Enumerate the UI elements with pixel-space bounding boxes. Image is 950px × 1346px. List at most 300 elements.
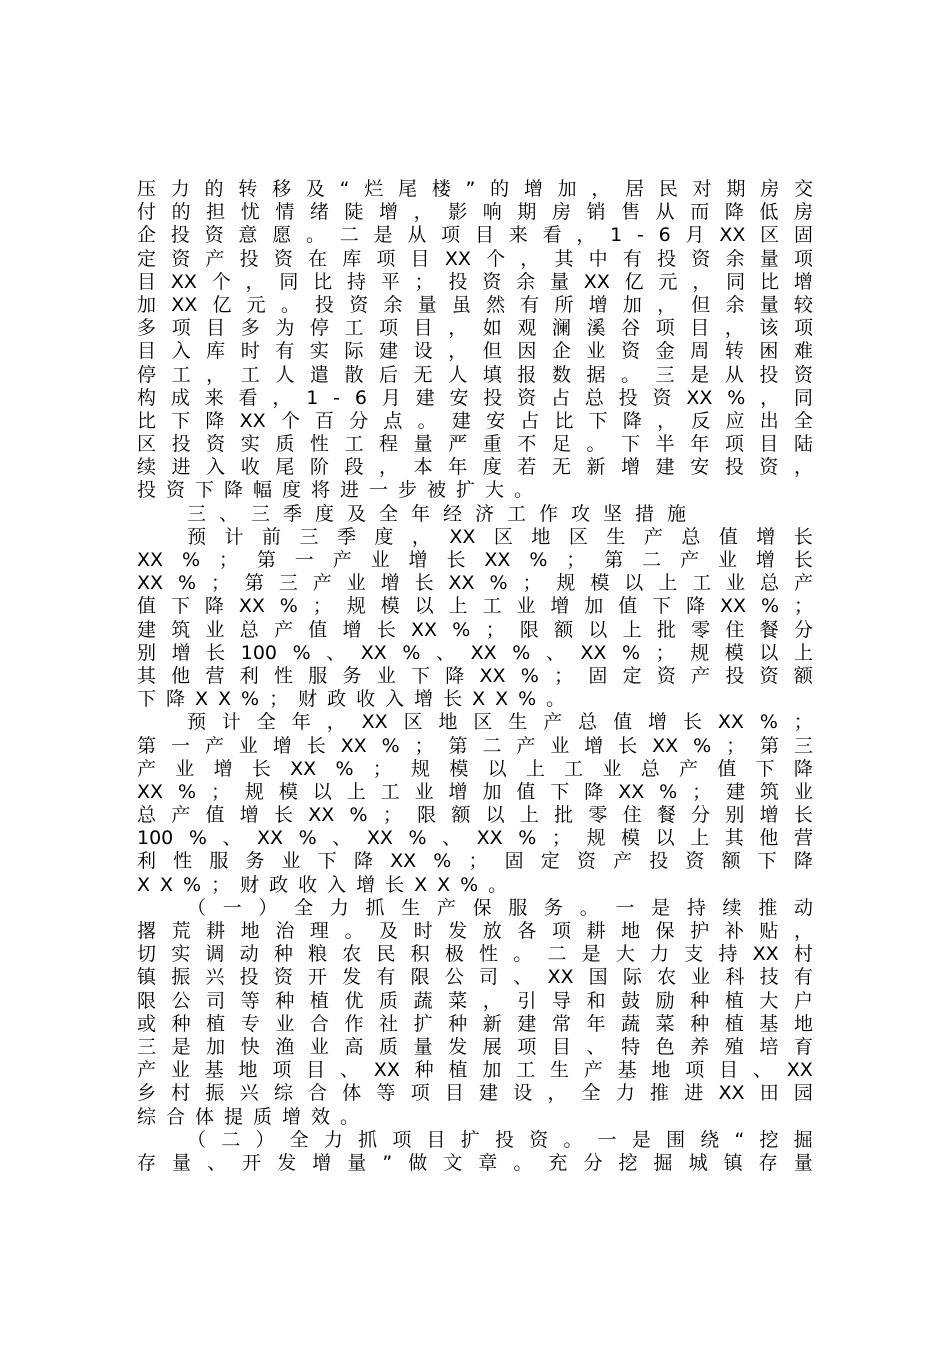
text-glyph: 第 <box>256 549 276 571</box>
text-glyph: 抓 <box>365 896 385 919</box>
text-glyph: 际 <box>622 966 642 989</box>
text-glyph: 进 <box>684 1082 704 1105</box>
text-glyph: 而 <box>690 201 710 224</box>
text-glyph: 转 <box>724 340 744 363</box>
text-glyph: 上 <box>622 618 642 641</box>
text-glyph: 振 <box>171 966 191 989</box>
text-glyph: % <box>381 734 400 757</box>
text-glyph: 以 <box>588 618 608 641</box>
text-glyph: 业 <box>309 1035 329 1058</box>
text-glyph: 一 <box>597 1128 617 1151</box>
text-glyph: 平 <box>380 270 400 293</box>
text-glyph: 开 <box>308 966 328 989</box>
text-glyph: % <box>760 595 780 618</box>
text-glyph: 长 <box>793 549 813 571</box>
text-glyph: 增 <box>448 780 468 803</box>
text-glyph: 投 <box>494 1128 514 1151</box>
text-glyph: 加 <box>584 595 604 618</box>
text-line <box>137 920 813 943</box>
text-glyph: XX <box>719 224 746 247</box>
text-glyph: 1 <box>610 224 623 247</box>
text-glyph: 年 <box>690 433 710 456</box>
text-glyph: 项 <box>376 247 396 270</box>
text-glyph: 量 <box>413 433 433 456</box>
text-glyph: 库 <box>342 247 362 270</box>
text-glyph: 公 <box>444 966 464 989</box>
text-glyph: 续 <box>137 456 157 479</box>
text-glyph: 计 <box>221 711 241 734</box>
text-glyph: 其 <box>554 247 574 270</box>
text-line <box>137 294 813 317</box>
text-glyph: 楼 <box>431 178 451 200</box>
text-glyph: 低 <box>759 201 779 224</box>
text-glyph: 村 <box>793 943 813 966</box>
text-glyph: 护 <box>690 920 710 942</box>
text-glyph: 长 <box>793 525 813 548</box>
text-glyph: ； <box>655 641 675 664</box>
text-glyph: 增 <box>648 711 668 734</box>
text-glyph: 加 <box>557 178 577 200</box>
text-glyph: ， <box>591 178 611 200</box>
text-glyph: ， <box>793 456 813 479</box>
text-glyph: 业 <box>691 966 711 989</box>
text-glyph: 占 <box>520 409 540 432</box>
text-glyph: ； <box>218 549 238 571</box>
text-glyph: 资 <box>529 1128 549 1151</box>
text-glyph: 安 <box>486 409 506 432</box>
text-glyph: 上 <box>658 572 678 595</box>
text-glyph: 目 <box>690 317 710 340</box>
text-glyph: 新 <box>586 456 606 479</box>
text-line <box>137 943 813 966</box>
text-glyph: 额 <box>554 618 574 641</box>
text-glyph: 建 <box>517 1012 537 1035</box>
text-glyph: 产 <box>312 572 332 595</box>
text-glyph: 性 <box>173 850 193 873</box>
text-glyph: 地 <box>438 711 458 734</box>
text-glyph: 存 <box>758 1151 778 1174</box>
text-glyph: 镇 <box>723 1151 743 1174</box>
text-glyph: 种 <box>448 1012 468 1035</box>
text-line <box>137 1059 813 1082</box>
text-glyph: 移 <box>272 178 292 200</box>
text-glyph: 有 <box>376 966 396 989</box>
text-glyph: 营 <box>793 827 813 850</box>
text-glyph: 产 <box>793 572 813 595</box>
text-glyph: 量 <box>793 1151 813 1174</box>
text-glyph: 项 <box>551 920 571 942</box>
text-glyph: 力 <box>615 1082 635 1105</box>
text-glyph: 产 <box>691 664 711 687</box>
text-line <box>137 433 813 456</box>
text-glyph: 第 <box>604 549 624 571</box>
text-glyph: 作 <box>344 1012 364 1035</box>
text-line <box>137 897 813 920</box>
text-glyph: 周 <box>690 340 710 363</box>
text-glyph: % <box>433 850 452 873</box>
text-glyph: 下 <box>588 409 608 432</box>
text-glyph: 一 <box>170 734 190 757</box>
text-line: XX%；财政收入增长XX%。 <box>137 873 518 896</box>
text-line <box>137 456 813 479</box>
text-line <box>137 410 813 433</box>
text-glyph: 文 <box>443 1151 463 1174</box>
text-glyph: 观 <box>517 317 537 340</box>
text-glyph: 动 <box>793 896 813 919</box>
text-glyph: 常 <box>551 1012 571 1035</box>
text-glyph: 量 <box>759 293 779 316</box>
text-glyph: 百 <box>315 409 335 432</box>
text-glyph: ， <box>245 270 265 293</box>
text-glyph: 及 <box>305 178 325 200</box>
text-glyph: 降 <box>622 409 642 432</box>
text-line: 综合体提质增效。 <box>137 1105 370 1128</box>
text-glyph: ， <box>413 201 433 224</box>
text-glyph: 限 <box>519 618 539 641</box>
text-glyph: 工 <box>344 433 364 456</box>
text-glyph: 资 <box>273 966 293 989</box>
text-glyph: % <box>759 711 778 734</box>
paragraph-2 <box>137 526 813 712</box>
text-glyph: 度 <box>482 456 502 479</box>
text-glyph: XX <box>373 1059 400 1082</box>
text-glyph: 建 <box>137 618 157 641</box>
text-glyph: 年 <box>291 711 311 734</box>
text-glyph: 。 <box>344 920 364 942</box>
text-glyph: 压 <box>137 178 157 200</box>
text-glyph: 企 <box>551 340 571 363</box>
text-glyph: 全 <box>294 896 314 919</box>
text-line <box>137 271 813 294</box>
text-glyph: 尾 <box>275 456 295 479</box>
text-glyph: 三 <box>137 1035 157 1058</box>
text-glyph: 各 <box>517 920 537 942</box>
text-glyph: 培 <box>759 1035 779 1058</box>
text-glyph: 降 <box>204 595 224 618</box>
text-glyph: 项 <box>379 317 399 340</box>
text-glyph: 筑 <box>760 780 780 803</box>
text-glyph: 资 <box>793 363 813 386</box>
text-glyph: 投 <box>315 293 335 316</box>
text-glyph: 田 <box>759 1082 779 1105</box>
text-glyph: 6 <box>354 386 367 409</box>
text-line <box>137 178 813 201</box>
text-glyph: 下 <box>411 664 431 687</box>
text-glyph: 资 <box>204 224 224 247</box>
text-glyph: 投 <box>448 270 468 293</box>
text-glyph: 餐 <box>759 618 779 641</box>
text-line <box>137 1152 813 1175</box>
text-glyph: 规 <box>346 595 366 618</box>
text-glyph: 溪 <box>586 317 606 340</box>
text-glyph: 以 <box>655 827 675 850</box>
text-glyph: 意 <box>238 224 258 247</box>
text-glyph: 推 <box>758 896 778 919</box>
text-glyph: ” <box>382 1151 393 1174</box>
text-glyph: 零 <box>691 618 711 641</box>
text-glyph: XX <box>470 641 497 664</box>
text-glyph: 增 <box>239 804 259 827</box>
text-glyph: 、 <box>752 1059 772 1082</box>
text-glyph: 增 <box>312 1151 332 1174</box>
text-glyph: 上 <box>346 780 366 803</box>
text-glyph: 模 <box>449 757 469 780</box>
text-glyph: 模 <box>380 595 400 618</box>
text-glyph: 目 <box>759 433 779 456</box>
text-glyph: 发 <box>342 966 362 989</box>
text-glyph: 人 <box>448 363 468 386</box>
text-glyph: 、 <box>513 966 533 989</box>
text-glyph: 忧 <box>240 201 260 224</box>
text-glyph: 月 <box>381 386 401 409</box>
text-glyph: 在 <box>308 247 328 270</box>
text-glyph: 专 <box>240 1012 260 1035</box>
text-glyph: 个 <box>280 409 300 432</box>
text-glyph: 担 <box>206 201 226 224</box>
text-glyph: 时 <box>413 920 433 942</box>
text-glyph: 上 <box>525 757 545 780</box>
text-glyph: 困 <box>759 340 779 363</box>
text-glyph: 同 <box>279 270 299 293</box>
text-glyph: 项 <box>272 1059 292 1082</box>
text-glyph: 产 <box>171 804 191 827</box>
text-glyph: % <box>177 572 197 595</box>
text-glyph: 。 <box>579 896 599 919</box>
text-glyph: 情 <box>275 201 295 224</box>
text-glyph: 司 <box>206 989 226 1012</box>
text-glyph: XX <box>137 572 164 595</box>
text-glyph: 降 <box>793 850 813 873</box>
text-glyph: 值 <box>137 595 157 618</box>
text-glyph: 保 <box>655 920 675 942</box>
text-glyph: 影 <box>448 201 468 224</box>
text-glyph: 投 <box>724 456 744 479</box>
text-glyph: 加 <box>482 1059 502 1082</box>
text-glyph: 目 <box>306 1059 326 1082</box>
text-glyph: ， <box>760 386 780 409</box>
text-glyph: 是 <box>373 224 393 247</box>
text-glyph: % <box>452 618 471 641</box>
text-glyph: 阶 <box>309 456 329 479</box>
text-glyph: 余 <box>725 247 745 270</box>
text-glyph: 筑 <box>171 618 191 641</box>
text-glyph: 务 <box>245 850 265 873</box>
text-glyph: 的 <box>171 201 191 224</box>
text-glyph: ） <box>255 1128 275 1151</box>
text-glyph: 转 <box>238 178 258 200</box>
text-glyph: 目 <box>426 1128 446 1151</box>
text-glyph: 投 <box>618 386 638 409</box>
text-glyph: 兴 <box>205 966 225 989</box>
text-glyph: 以 <box>312 780 332 803</box>
text-glyph: 总 <box>640 757 660 780</box>
text-glyph: 项 <box>171 317 191 340</box>
text-glyph: 同 <box>793 386 813 409</box>
text-glyph: 区 <box>568 525 588 548</box>
text-glyph: 安 <box>690 456 710 479</box>
text-glyph: 建 <box>415 386 435 409</box>
text-glyph: 绪 <box>309 201 329 224</box>
text-glyph: 三 <box>655 363 675 386</box>
text-glyph: 值 <box>205 804 225 827</box>
text-line <box>137 781 813 804</box>
text-glyph: 性 <box>309 433 329 456</box>
text-glyph: 贴 <box>759 920 779 942</box>
text-glyph: 第 <box>448 734 468 757</box>
text-glyph: 产 <box>205 247 225 270</box>
text-glyph: 投 <box>483 386 503 409</box>
text-glyph: 停 <box>137 363 157 386</box>
text-glyph: % <box>693 734 712 757</box>
text-glyph: 加 <box>206 1035 226 1058</box>
text-glyph: “ <box>734 1128 745 1151</box>
text-glyph: 半 <box>655 433 675 456</box>
text-glyph: 别 <box>137 641 157 664</box>
text-glyph: 无 <box>551 456 571 479</box>
text-glyph: 、 <box>436 641 456 664</box>
text-glyph: 。 <box>586 433 606 456</box>
text-glyph: 力 <box>329 896 349 919</box>
text-glyph: 量 <box>417 293 437 316</box>
text-glyph: 业 <box>586 340 606 363</box>
text-glyph: 围 <box>666 1128 686 1151</box>
text-glyph: ； <box>551 827 571 850</box>
text-glyph: ； <box>566 549 586 571</box>
text-glyph: 增 <box>588 293 608 316</box>
text-glyph: 基 <box>204 1059 224 1082</box>
text-glyph: 下 <box>755 757 775 780</box>
text-glyph: 耕 <box>586 920 606 942</box>
text-glyph: 以 <box>624 572 644 595</box>
text-glyph: 量 <box>759 247 779 270</box>
text-glyph: 从 <box>724 363 744 386</box>
text-glyph: 力 <box>170 178 190 200</box>
text-glyph: 因 <box>517 340 537 363</box>
text-glyph: 实 <box>240 433 260 456</box>
text-glyph: 户 <box>793 989 813 1012</box>
text-glyph: 植 <box>448 1059 468 1082</box>
text-glyph: 大 <box>759 989 779 1012</box>
text-glyph: ， <box>657 409 677 432</box>
text-glyph: % <box>349 804 368 827</box>
text-glyph: 规 <box>411 757 431 780</box>
text-glyph: 限 <box>410 966 430 989</box>
text-glyph: 量 <box>549 270 569 293</box>
text-glyph: 地 <box>793 1012 813 1035</box>
text-glyph: 渔 <box>275 1035 295 1058</box>
text-glyph: 色 <box>655 1035 675 1058</box>
text-glyph: 一 <box>615 896 635 919</box>
text-glyph: 总 <box>578 711 598 734</box>
text-glyph: 挖 <box>618 1151 638 1174</box>
text-glyph: 产 <box>137 757 157 780</box>
text-glyph: 增 <box>408 549 428 571</box>
text-line <box>137 619 813 642</box>
text-glyph: 降 <box>584 780 604 803</box>
text-line <box>137 317 813 340</box>
text-glyph: 难 <box>793 340 813 363</box>
text-glyph: XX <box>411 618 438 641</box>
text-glyph: 。 <box>513 943 533 966</box>
text-glyph: 建 <box>655 456 675 479</box>
text-glyph: 房 <box>793 201 813 224</box>
text-glyph: 展 <box>482 1035 502 1058</box>
text-glyph: ； <box>414 734 434 757</box>
text-glyph: 长 <box>376 618 396 641</box>
text-line <box>137 735 813 758</box>
text-glyph: 工 <box>240 363 260 386</box>
text-glyph: 值 <box>308 618 328 641</box>
text-glyph: 定 <box>540 850 560 873</box>
text-glyph: 农 <box>342 943 362 966</box>
text-glyph: 植 <box>309 989 329 1012</box>
text-glyph: 点 <box>383 409 403 432</box>
text-glyph: 二 <box>482 734 502 757</box>
text-line <box>137 804 813 827</box>
text-glyph: 质 <box>379 989 399 1012</box>
text-glyph: 个 <box>211 270 231 293</box>
text-glyph: 粮 <box>308 943 328 966</box>
text-glyph: 工 <box>171 363 191 386</box>
text-line <box>137 549 813 572</box>
text-glyph: % <box>529 549 548 571</box>
text-line <box>137 526 813 549</box>
text-glyph: XX <box>257 827 284 850</box>
text-glyph: 补 <box>724 920 744 942</box>
text-line <box>137 1013 813 1036</box>
text-glyph: XX <box>686 386 713 409</box>
text-glyph: 谷 <box>621 317 641 340</box>
text-glyph: 导 <box>551 989 571 1012</box>
text-glyph: 全 <box>256 711 276 734</box>
text-glyph: 规 <box>586 827 606 850</box>
text-glyph: 。 <box>417 409 437 432</box>
text-glyph: 鼓 <box>621 989 641 1012</box>
text-line <box>137 758 813 781</box>
text-glyph: 下 <box>621 433 641 456</box>
text-glyph: 销 <box>586 201 606 224</box>
text-glyph: 殖 <box>724 1035 744 1058</box>
text-glyph: 全 <box>289 1128 309 1151</box>
text-glyph: 国 <box>588 966 608 989</box>
text-glyph: 分 <box>691 804 711 827</box>
text-glyph: 下 <box>171 409 191 432</box>
text-glyph: 、 <box>339 1059 359 1082</box>
text-glyph: 社 <box>379 1012 399 1035</box>
text-glyph: 所 <box>554 293 574 316</box>
text-glyph: XX <box>238 595 265 618</box>
text-glyph: 产 <box>274 618 294 641</box>
text-glyph: 降 <box>205 409 225 432</box>
text-glyph: 量 <box>172 1151 192 1174</box>
text-glyph: 蔬 <box>413 989 433 1012</box>
text-glyph: 一 <box>222 896 242 919</box>
text-glyph: 项 <box>410 1082 430 1105</box>
text-glyph: 产 <box>436 896 456 919</box>
text-glyph: 及 <box>379 920 399 942</box>
text-glyph: 动 <box>239 943 259 966</box>
text-glyph: 是 <box>651 896 671 919</box>
text-glyph: 陆 <box>793 433 813 456</box>
text-glyph: 资 <box>621 340 641 363</box>
text-glyph: 住 <box>622 804 642 827</box>
text-glyph: ； <box>522 572 542 595</box>
text-glyph: % <box>512 641 531 664</box>
text-glyph: 值 <box>618 595 638 618</box>
text-glyph: 降 <box>686 595 706 618</box>
text-glyph: 上 <box>690 827 710 850</box>
text-glyph: 建 <box>379 340 399 363</box>
